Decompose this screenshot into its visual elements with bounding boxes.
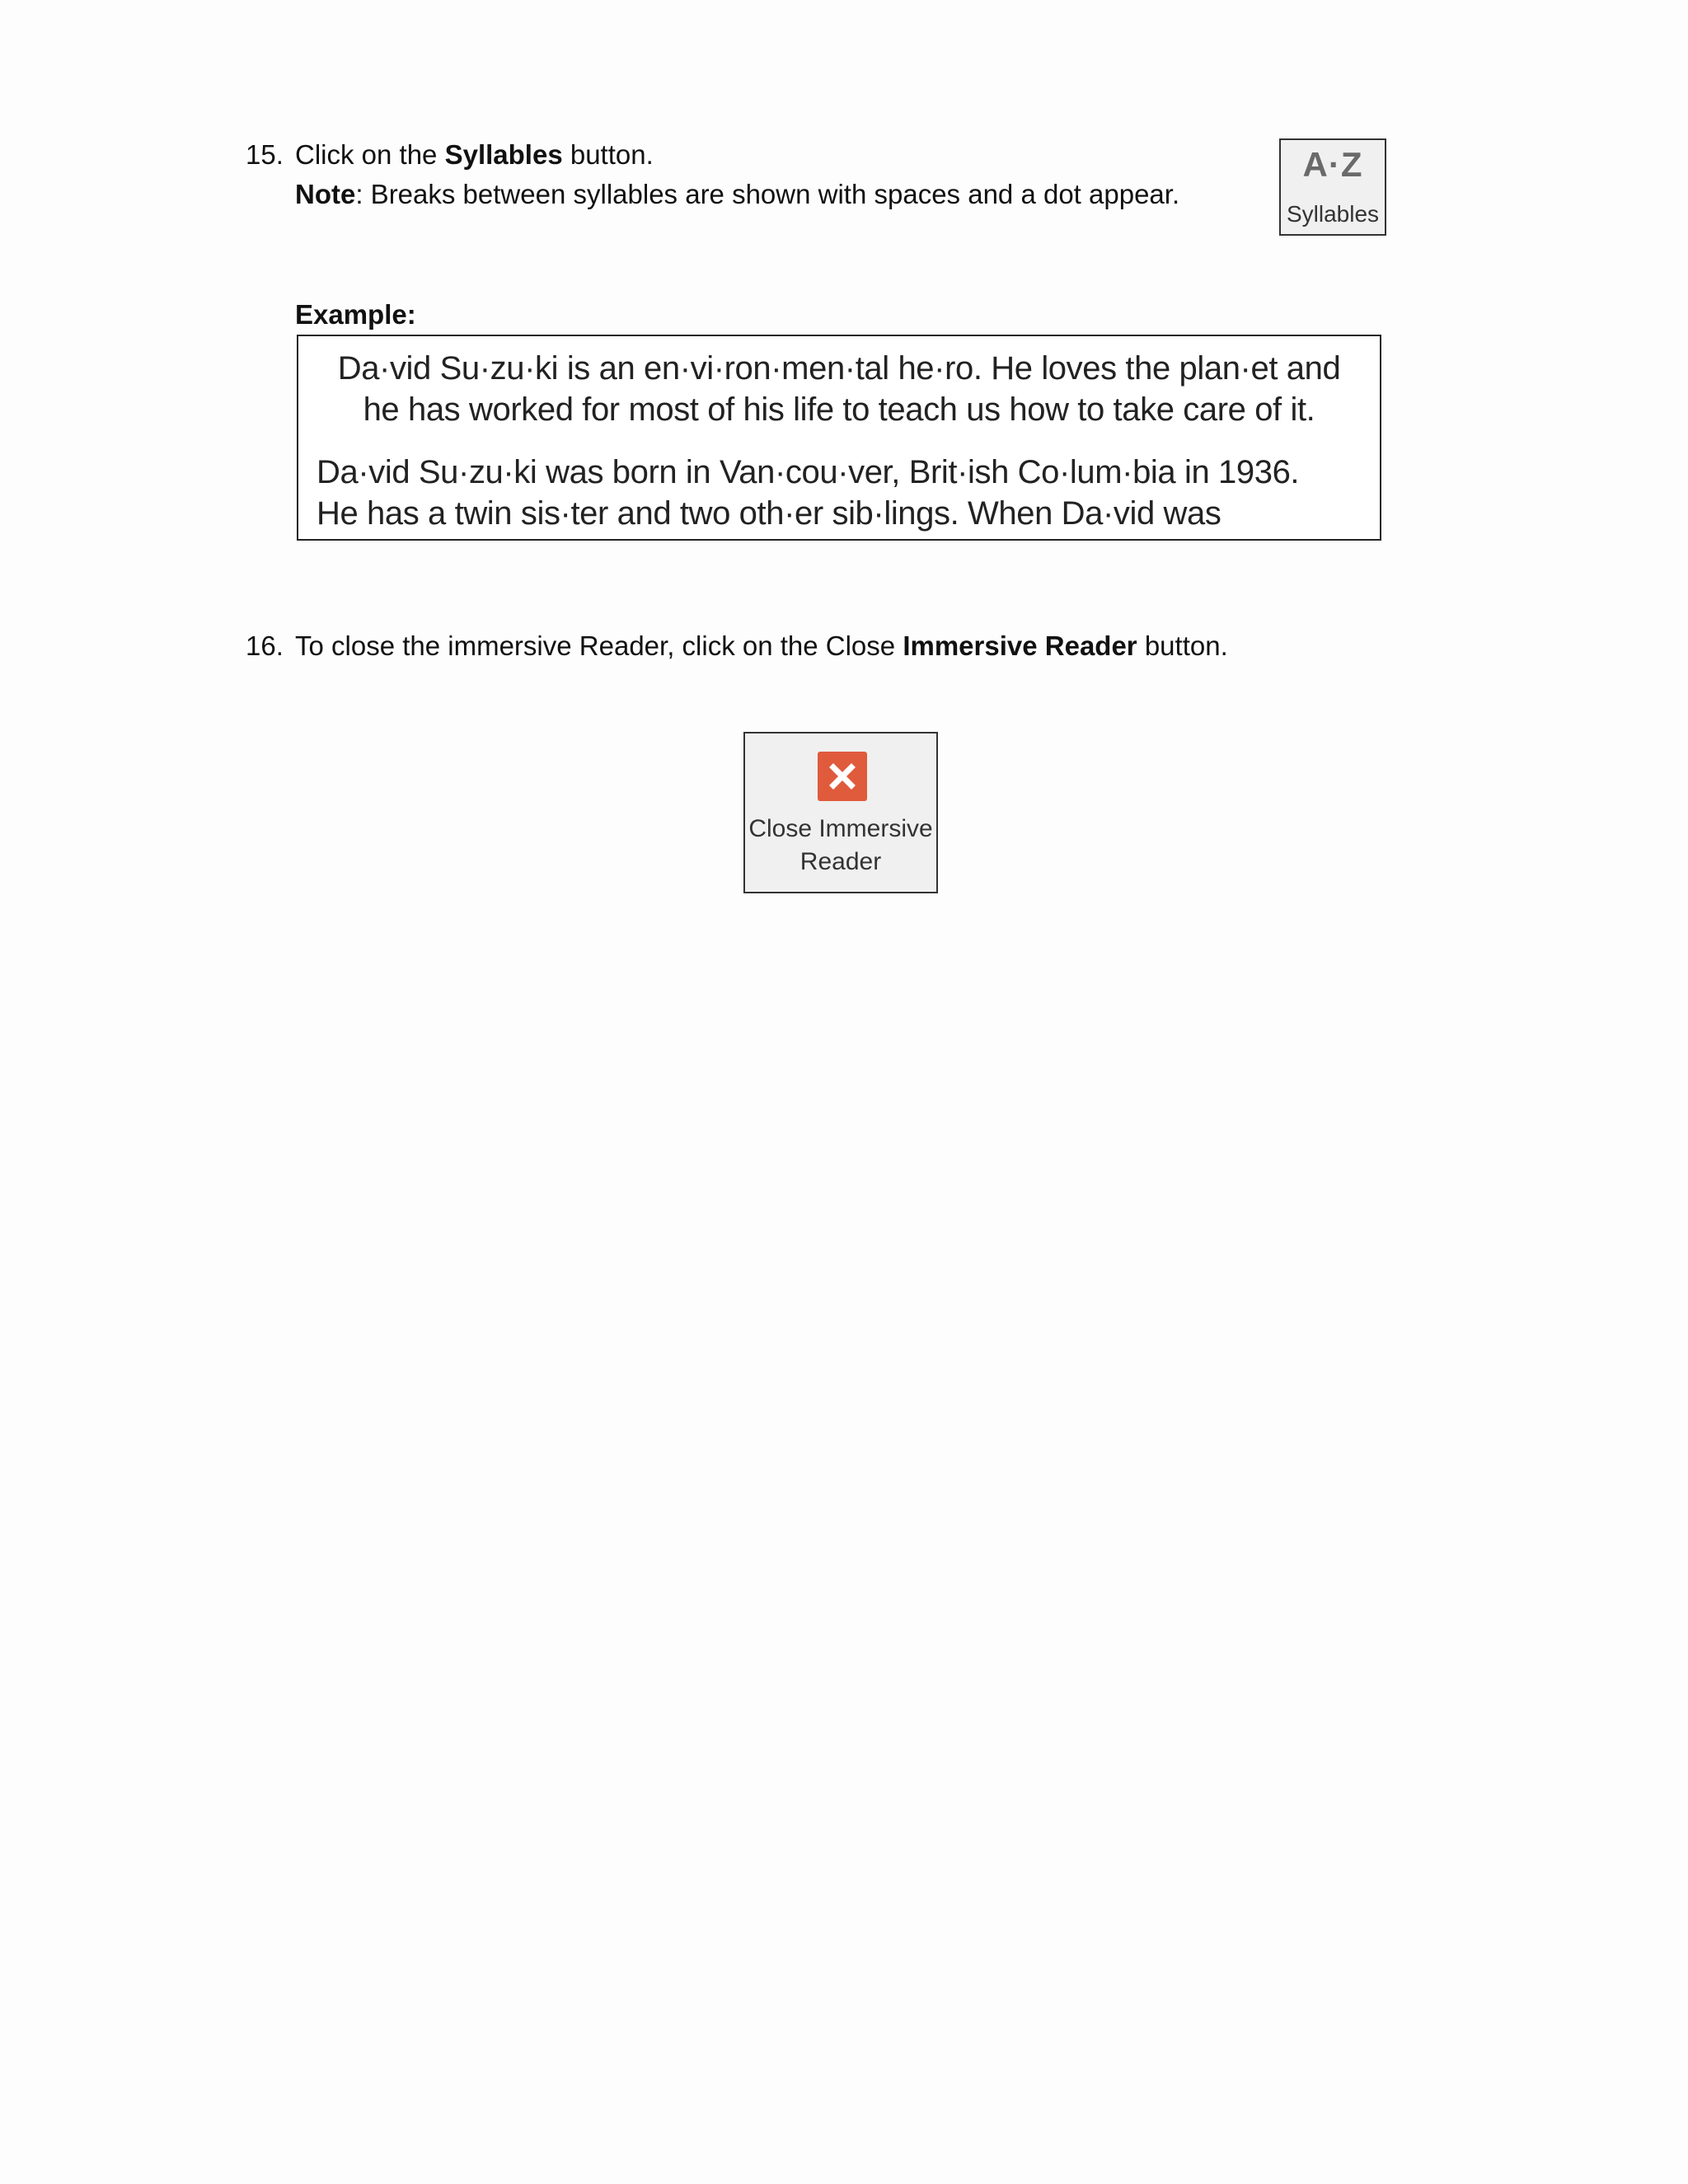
example-line: Da·vid Su·zu·ki was born in Van·cou·ver, Brit·ish Co·lum·bia in 1936. bbox=[316, 454, 1300, 490]
example-line: he has worked for most of his life to teach us how to take care of it. bbox=[363, 391, 1315, 428]
syllables-icon: A·Z bbox=[1302, 145, 1363, 184]
example-heading: Example: bbox=[295, 299, 416, 330]
step-16 bbox=[246, 626, 1400, 668]
note-text: : Breaks between syllables are shown with spaces and a dot appear. bbox=[355, 179, 1180, 209]
syllables-button[interactable] bbox=[1279, 138, 1386, 236]
step-number: 16. bbox=[246, 630, 284, 661]
immersive-reader-term: Immersive Reader bbox=[903, 630, 1137, 661]
example-paragraph-1 bbox=[298, 348, 1380, 430]
close-immersive-reader-button[interactable] bbox=[743, 732, 938, 893]
example-box bbox=[297, 335, 1381, 541]
note-label: Note bbox=[295, 179, 356, 209]
close-x-icon bbox=[818, 752, 867, 801]
syllables-button-label: Syllables bbox=[1286, 201, 1380, 227]
step-note bbox=[295, 175, 1179, 214]
example-line: Da·vid Su·zu·ki is an en·vi·ron·men·tal he·ro. He loves the plan·et and bbox=[337, 350, 1341, 387]
step-15 bbox=[246, 135, 1235, 218]
close-x-glyph bbox=[818, 752, 867, 801]
example-line: He has a twin sis·ter and two oth·er sib·lings. When Da·vid was bbox=[316, 495, 1221, 532]
step-number: 15. bbox=[246, 139, 284, 170]
step-instruction: Click on the Syllables button. bbox=[295, 139, 654, 170]
close-button-label: Close Immersive Reader bbox=[748, 815, 933, 875]
example-paragraph-2 bbox=[316, 452, 1299, 534]
step-instruction: To close the immersive Reader, click on the Close Immersive Reader button. bbox=[295, 630, 1228, 661]
syllables-term: Syllables bbox=[444, 139, 563, 170]
